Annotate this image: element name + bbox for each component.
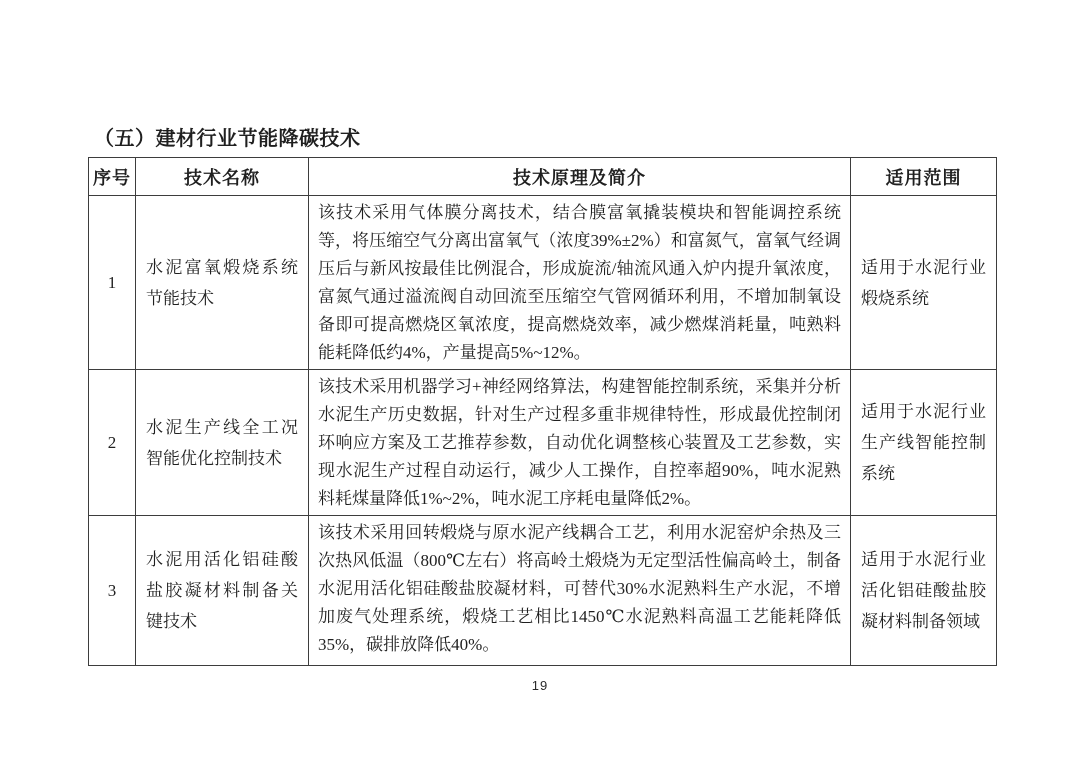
scope-cell: 适用于水泥行业生产线智能控制系统 [851, 370, 997, 516]
row-index-cell: 1 [89, 196, 136, 370]
row-index-cell: 3 [89, 516, 136, 666]
tech-name-cell: 水泥用活化铝硅酸盐胶凝材料制备关键技术 [136, 516, 309, 666]
page-number: 19 [531, 678, 549, 693]
row-index-cell: 2 [89, 370, 136, 516]
table-row [89, 196, 997, 370]
header-cell-tech-name: 技术名称 [136, 158, 309, 196]
table-row [89, 370, 997, 516]
technology-table [88, 157, 997, 666]
table-header-row [89, 158, 997, 196]
section-heading: （五）建材行业节能降碳技术 [94, 128, 361, 150]
tech-name-cell: 水泥富氧煅烧系统节能技术 [136, 196, 309, 370]
description-cell: 该技术采用回转煅烧与原水泥产线耦合工艺，利用水泥窑炉余热及三次热风低温（800℃左右）将高岭土煅烧为无定型活性偏高岭土，制备水泥用活化铝硅酸盐胶凝材料，可替代30%水泥熟料生产水泥，不增加废气处理系统，煅烧工艺相比1450℃水泥熟料高温工艺能耗降低35%，碳排放降低40%。 [309, 516, 851, 666]
header-cell-principle: 技术原理及简介 [309, 158, 851, 196]
description-cell: 该技术采用气体膜分离技术，结合膜富氧撬装模块和智能调控系统等，将压缩空气分离出富氧气（浓度39%±2%）和富氮气，富氧气经调压后与新风按最佳比例混合，形成旋流/轴流风通入炉内提升氧浓度，富氮气通过溢流阀自动回流至压缩空气管网循环利用，不增加制氧设备即可提高燃烧区氧浓度，提高燃烧效率，减少燃煤消耗量，吨熟料能耗降低约4%，产量提高5%~12%。 [309, 196, 851, 370]
scope-cell: 适用于水泥行业活化铝硅酸盐胶凝材料制备领域 [851, 516, 997, 666]
table-row [89, 516, 997, 666]
description-cell: 该技术采用机器学习+神经网络算法，构建智能控制系统，采集并分析水泥生产历史数据，针对生产过程多重非规律特性，形成最优控制闭环响应方案及工艺推荐参数，自动优化调整核心装置及工艺参数，实现水泥生产过程自动运行，减少人工操作，自控率超90%，吨水泥熟料耗煤量降低1%~2%，吨水泥工序耗电量降低2%。 [309, 370, 851, 516]
header-cell-index: 序号 [89, 158, 136, 196]
scope-cell: 适用于水泥行业煅烧系统 [851, 196, 997, 370]
tech-name-cell: 水泥生产线全工况智能优化控制技术 [136, 370, 309, 516]
header-cell-scope: 适用范围 [851, 158, 997, 196]
